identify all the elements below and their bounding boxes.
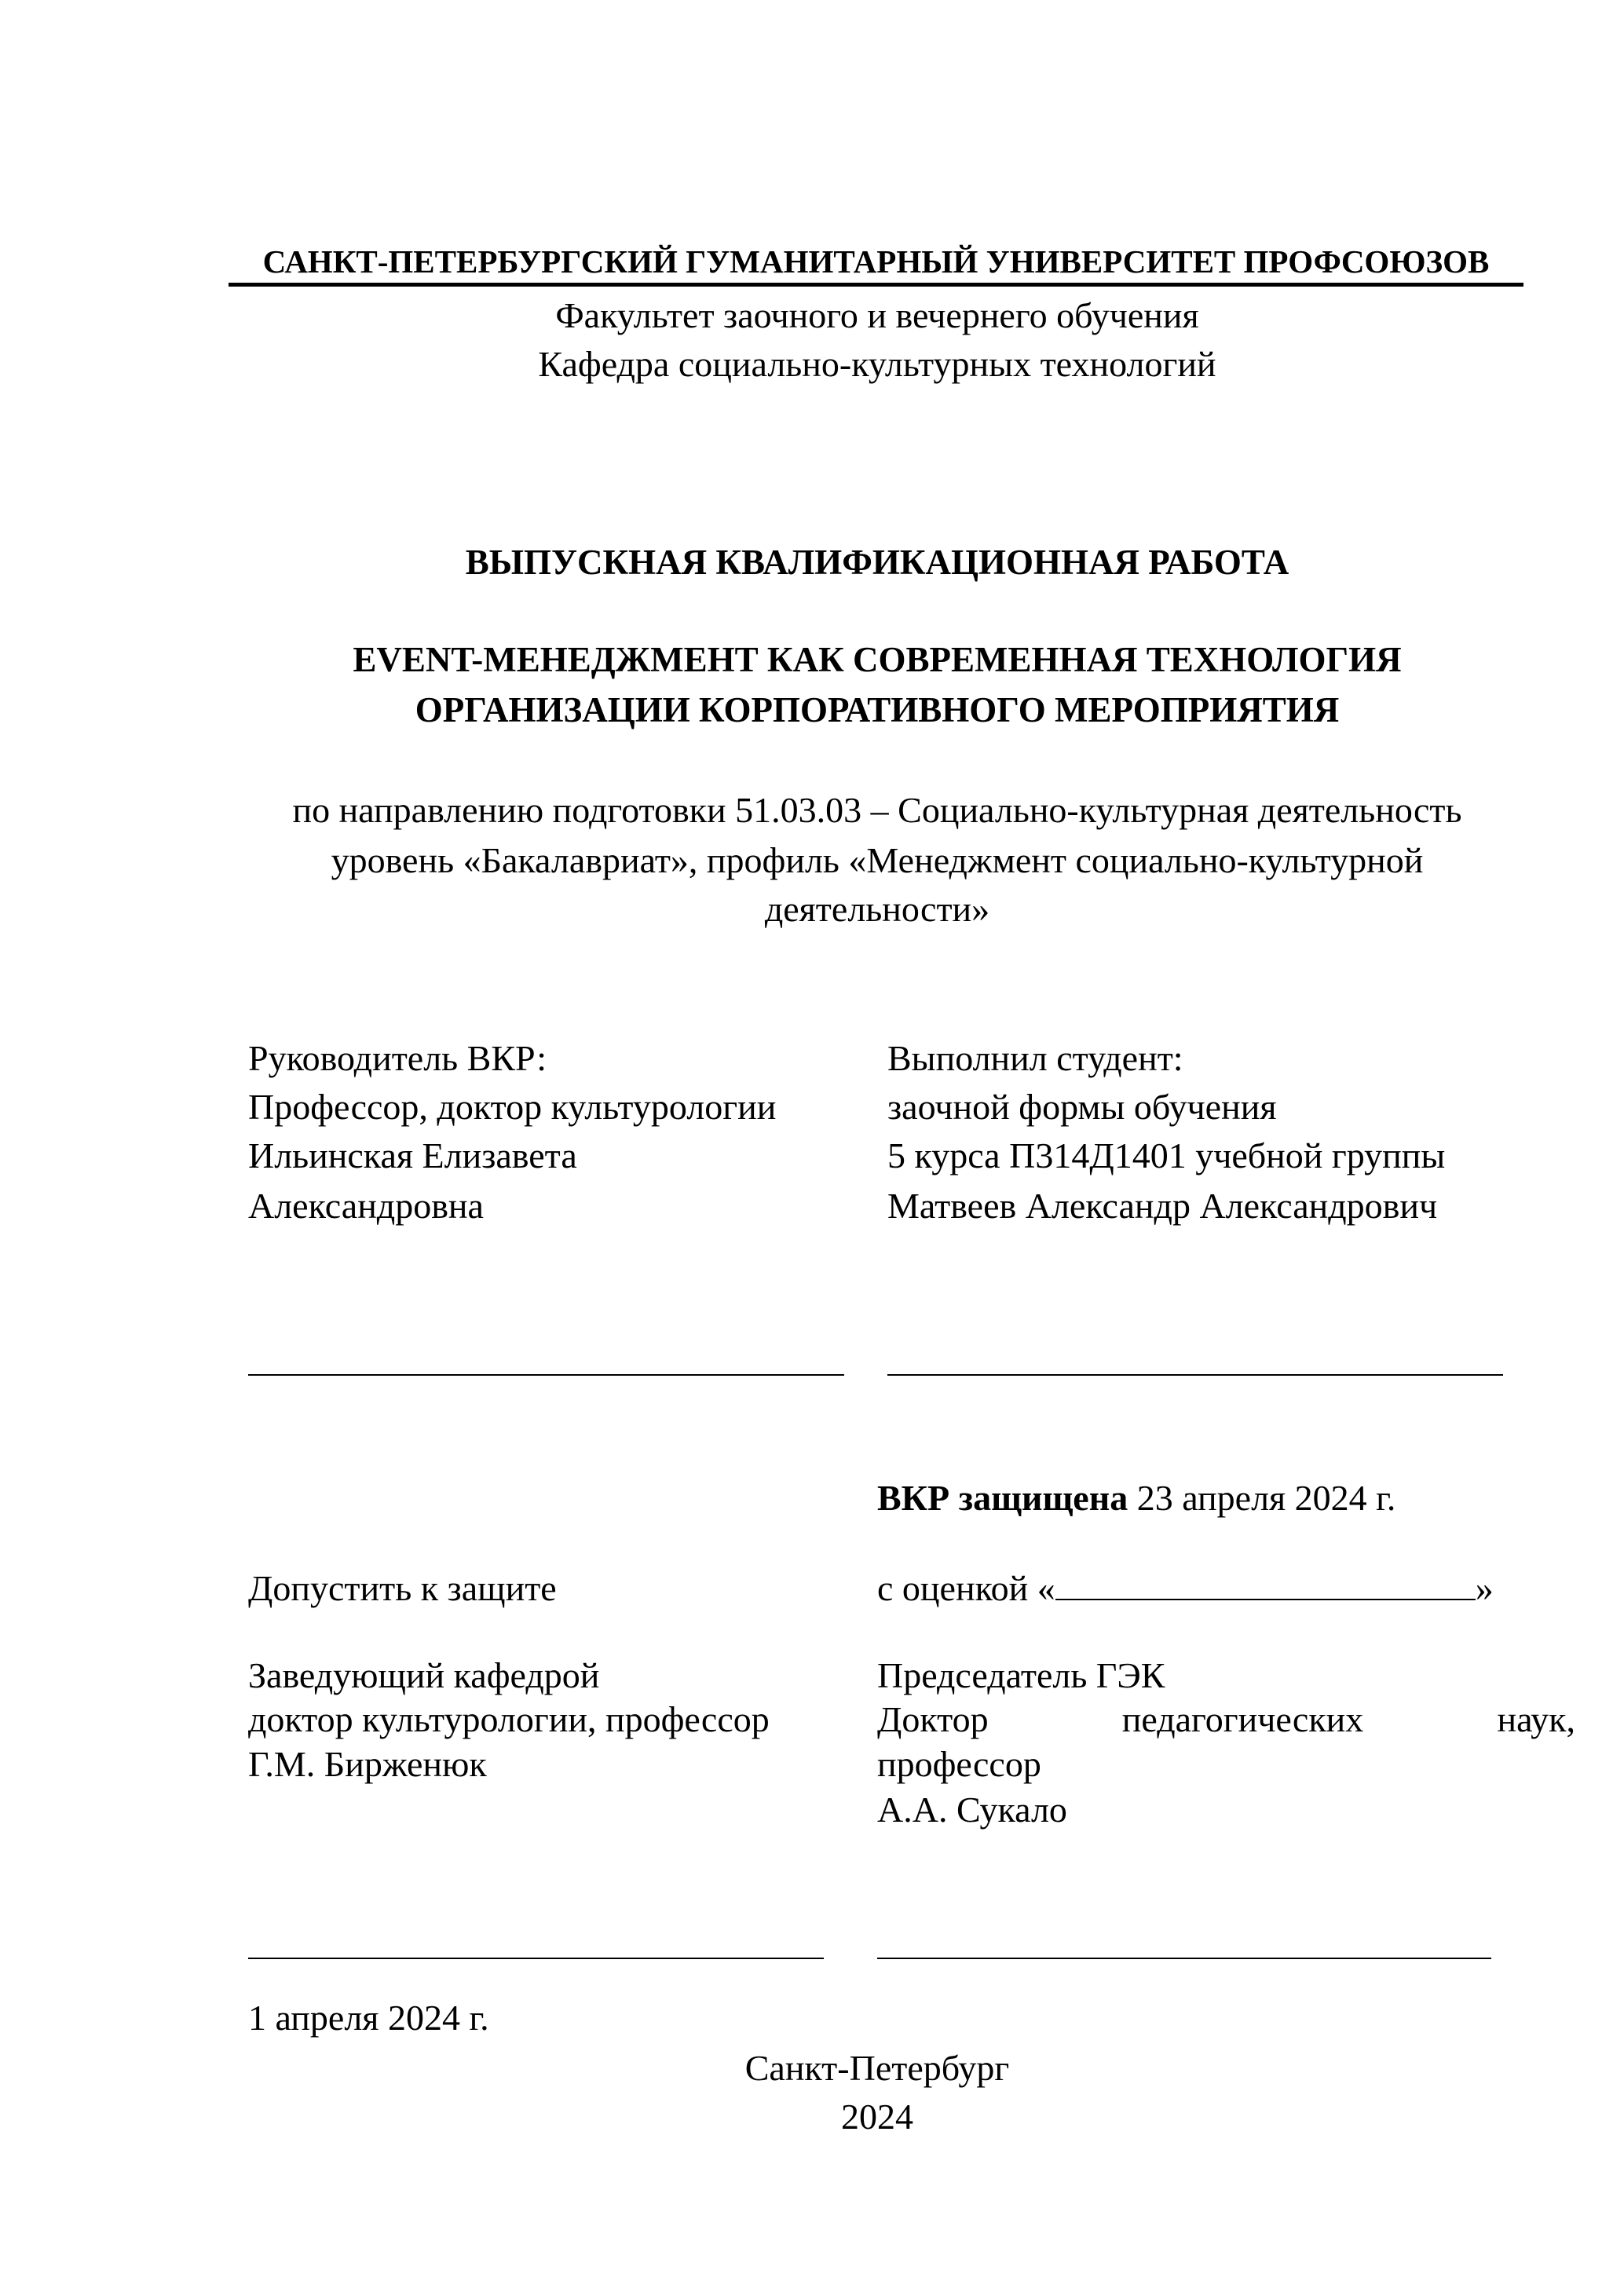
direction-line1: по направлению подготовки 51.03.03 – Социально-культурная деятельность (292, 790, 1462, 830)
student-signature-line (887, 1374, 1503, 1376)
admit-label: Допустить к защите (248, 1568, 557, 1608)
chair-signature-line (877, 1958, 1491, 1959)
thesis-title-line1: EVENT-МЕНЕДЖМЕНТ КАК СОВРЕМЕННАЯ ТЕХНОЛОГИЯ (353, 640, 1402, 679)
student-form: заочной формы обучения (887, 1087, 1277, 1127)
faculty: Факультет заочного и вечернего обучения (555, 295, 1199, 335)
chair-name: А.А. Сукало (877, 1790, 1067, 1830)
city: Санкт-Петербург (744, 2048, 1010, 2088)
head-degree: доктор культурологии, профессор (248, 1699, 770, 1739)
grade-field (877, 1565, 1494, 1612)
head-title: Заведующий кафедрой (248, 1655, 600, 1695)
chair-degree (877, 1696, 1575, 1743)
grade-blank (1055, 1566, 1476, 1600)
defense-date (877, 1475, 1395, 1522)
direction-line2: уровень «Бакалавриат», профиль «Менеджмент социально-культурной (331, 840, 1424, 880)
chair-degree-word1: Доктор (877, 1699, 989, 1739)
student-name: Матвеев Александр Александрович (887, 1186, 1438, 1226)
supervisor-name-line1: Ильинская Елизавета (248, 1135, 577, 1175)
work-type: ВЫПУСКНАЯ КВАЛИФИКАЦИОННАЯ РАБОТА (465, 543, 1289, 582)
student-group: 5 курса П314Д1401 учебной группы (887, 1135, 1446, 1175)
chair-degree-word3: наук, (1497, 1699, 1575, 1739)
thesis-title-line2: ОРГАНИЗАЦИИ КОРПОРАТИВНОГО МЕРОПРИЯТИЯ (415, 690, 1340, 729)
defense-label: ВКР защищена (877, 1478, 1128, 1518)
admit-date: 1 апреля 2024 г. (248, 1998, 489, 2038)
supervisor-label: Руководитель ВКР: (248, 1038, 547, 1078)
head-name: Г.М. Бирженюк (248, 1744, 487, 1784)
student-label: Выполнил студент: (887, 1038, 1183, 1078)
supervisor-name-line2: Александровна (248, 1186, 484, 1226)
university-name: САНКТ-ПЕТЕРБУРГСКИЙ ГУМАНИТАРНЫЙ УНИВЕРСИТЕТ ПРОФСОЮЗОВ (262, 243, 1490, 280)
header-rule (229, 283, 1523, 287)
department: Кафедра социально-культурных технологий (538, 344, 1216, 384)
defense-date-value: 23 апреля 2024 г. (1128, 1478, 1396, 1518)
chair-title: Председатель ГЭК (877, 1655, 1165, 1695)
chair-degree-line2: профессор (877, 1744, 1041, 1784)
head-signature-line (248, 1958, 824, 1959)
supervisor-position: Профессор, доктор культурологии (248, 1087, 777, 1127)
grade-prefix: с оценкой « (877, 1568, 1055, 1608)
year: 2024 (841, 2097, 913, 2137)
direction-line3: деятельности» (764, 889, 990, 929)
supervisor-signature-line (248, 1374, 844, 1376)
chair-degree-word2: педагогических (1121, 1699, 1364, 1739)
grade-suffix: » (1475, 1568, 1494, 1608)
